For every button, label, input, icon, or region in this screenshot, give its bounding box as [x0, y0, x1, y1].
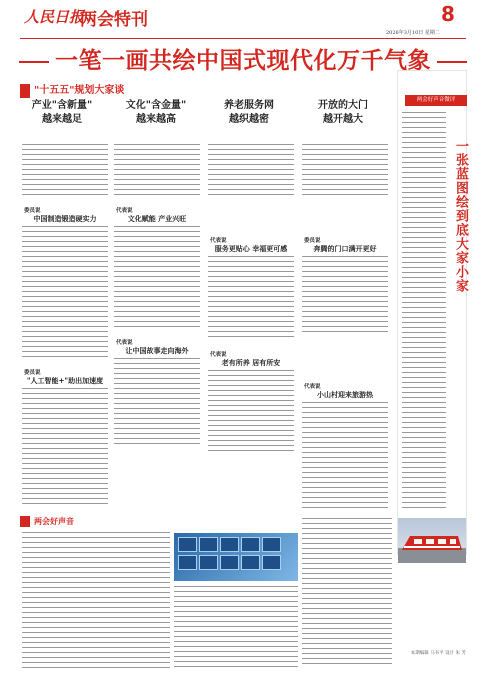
- article-6-body: [114, 358, 200, 448]
- article-6-kicker: 代表说: [116, 340, 133, 346]
- article-2-title: 文化赋能 产业兴旺: [127, 214, 187, 223]
- column-head-1-line2: 越来越足: [42, 114, 82, 125]
- article-7-body: [208, 370, 294, 456]
- editor-signature: 本期编辑 马书平 设计 朱 芳: [410, 651, 466, 656]
- bottom-section-body-left: [22, 532, 170, 672]
- article-1-body: [22, 226, 108, 362]
- article-1-kicker: 委员说: [24, 208, 41, 214]
- article-3-title: 服务更贴心 幸福更可感: [214, 244, 288, 253]
- bottom-section-body-middle: [174, 586, 298, 672]
- column-head-2-line1: 文化"含金量": [125, 100, 187, 111]
- article-5-body: [22, 388, 108, 510]
- article-7-kicker: 代表说: [210, 352, 227, 358]
- column-head-4-line1: 开放的大门: [318, 100, 368, 111]
- column-head-3-line1: 养老服务网: [224, 100, 274, 111]
- train-illustration: [398, 518, 466, 563]
- article-8-body: [302, 402, 388, 512]
- column-2-intro: [114, 144, 200, 200]
- article-2-kicker: 代表说: [116, 208, 133, 214]
- column-head-2: [118, 99, 194, 139]
- article-2-body: [114, 226, 200, 330]
- column-head-4: [305, 99, 381, 139]
- column-head-3: [211, 99, 287, 139]
- column-head-4-line2: 越开越大: [323, 114, 363, 125]
- paper-logo: 人民日报: [24, 8, 85, 26]
- right-column-body: [402, 112, 446, 512]
- bottom-section-tag: 两会好声音: [20, 516, 78, 527]
- article-8-title: 小山村迎来旅游热: [317, 390, 373, 399]
- column-head-2-line2: 越来越高: [136, 114, 176, 125]
- masthead-rule: [20, 38, 466, 39]
- solar-panel-photo: [174, 533, 298, 581]
- article-3-body: [208, 256, 294, 340]
- article-3-kicker: 代表说: [210, 238, 227, 244]
- article-4-title: 奔腾的门口满开更好: [313, 244, 377, 253]
- article-4-body: [302, 256, 388, 336]
- right-column-banner: 两会好声音微评: [405, 95, 467, 106]
- bottom-section-body-right: [302, 518, 392, 672]
- column-3-intro: [208, 144, 294, 200]
- article-6-title: 让中国故事走向海外: [125, 346, 189, 355]
- article-5-kicker: 委员说: [24, 370, 41, 376]
- headline-text: 一笔一画共绘中国式现代化万千气象: [55, 47, 431, 74]
- headline-dash-left: [19, 61, 49, 63]
- right-column-vertical-title: 一张蓝图绘到底大家小家: [453, 139, 468, 293]
- column-4-intro: [302, 144, 388, 200]
- headline-dash-right: [437, 61, 467, 63]
- dateline: 2026年3月10日 星期二: [386, 30, 440, 36]
- article-1-title: 中国制造锻造硬实力: [33, 214, 97, 223]
- article-5-title: "人工智能+"助出加速度: [26, 376, 104, 385]
- article-4-kicker: 委员说: [304, 238, 321, 244]
- page-number: 8: [441, 2, 455, 26]
- article-7-title: 老有所养 居有所安: [221, 358, 281, 367]
- column-head-1: [24, 99, 100, 139]
- column-1-intro: [22, 144, 108, 200]
- column-head-1-line1: 产业"含新量": [31, 100, 93, 111]
- column-head-3-line2: 越织越密: [229, 114, 269, 125]
- article-8-kicker: 代表说: [304, 384, 321, 390]
- section-title: 两会特刊: [80, 10, 148, 30]
- train-graphic: [398, 518, 466, 563]
- section-tag: "十五五"规划大家谈: [20, 84, 128, 98]
